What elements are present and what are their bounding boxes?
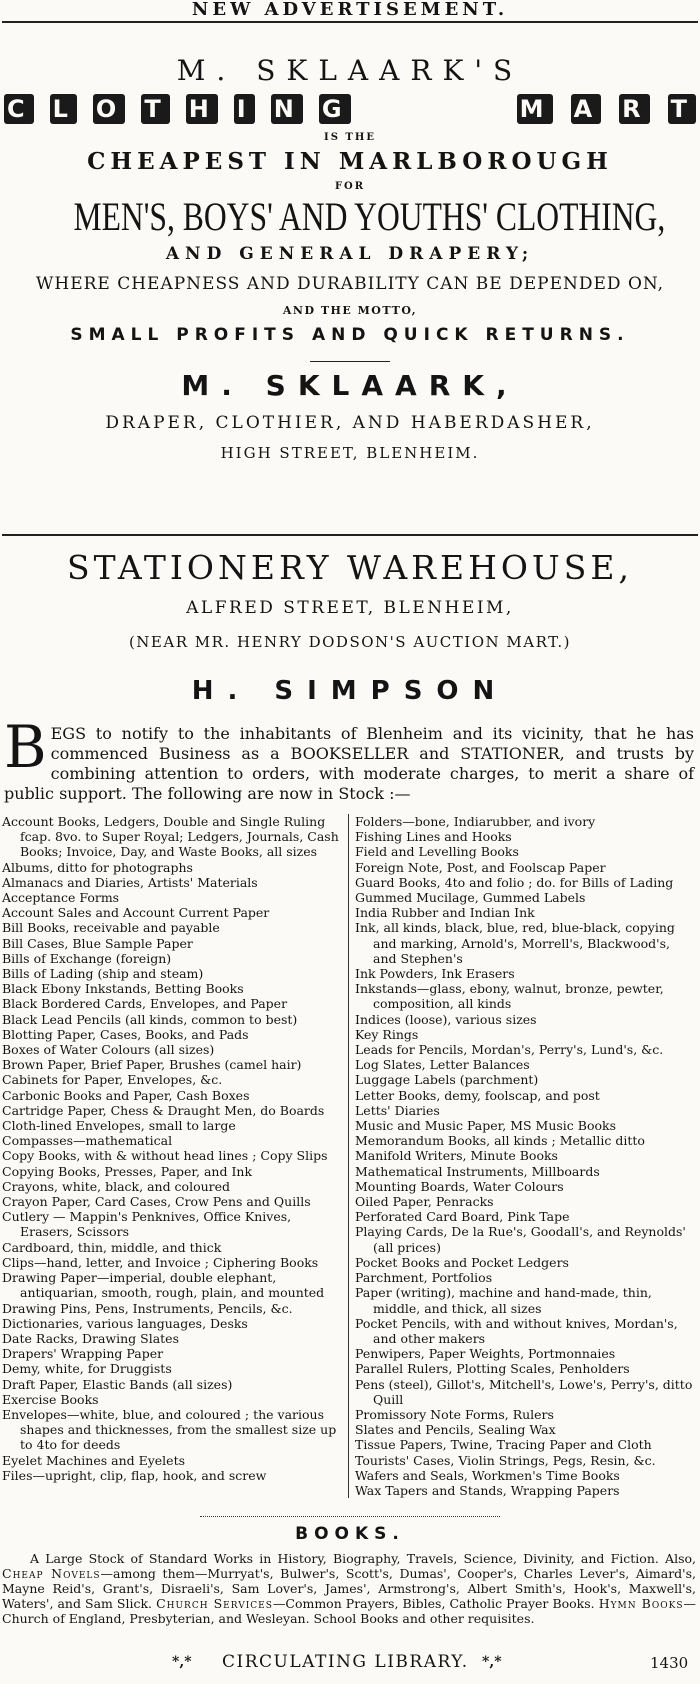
- books-text-a: A Large Stock of Standard Works in History, Biography, Travels, Science, Divinity, and Fiction. Also,: [30, 1551, 696, 1566]
- stock-item: Bill Cases, Blue Sample Paper: [2, 935, 193, 951]
- stock-item: Slates and Pencils, Sealing Wax: [355, 1422, 556, 1438]
- stock-item: Fishing Lines and Hooks: [355, 829, 512, 845]
- stock-item: Blotting Paper, Cases, Books, and Pads: [2, 1026, 249, 1042]
- stock-item: Letter Books, demy, foolscap, and post: [355, 1087, 600, 1103]
- stock-item: Perforated Card Board, Pink Tape: [355, 1209, 570, 1225]
- stock-item: Carbonic Books and Paper, Cash Boxes: [2, 1087, 250, 1103]
- stock-item: Tissue Papers, Twine, Tracing Paper and Cloth: [355, 1437, 652, 1453]
- books-title: BOOKS.: [295, 1524, 405, 1544]
- books-text: [2, 1551, 696, 1626]
- motto-label: AND THE MOTTO,: [282, 304, 418, 317]
- stationery-intro: [4, 713, 694, 804]
- stock-item: Copy Books, with & without head lines ; Copy Slips: [2, 1148, 328, 1164]
- is-the-label: IS THE: [324, 132, 376, 143]
- banner-letter: T: [668, 94, 696, 124]
- stock-item: Demy, white, for Druggists: [2, 1361, 172, 1377]
- stock-list: [2, 814, 696, 1498]
- stock-item: Bills of Lading (ship and steam): [2, 966, 204, 982]
- stock-item: Leads for Pencils, Mordan's, Perry's, Lund's, &c.: [355, 1042, 664, 1058]
- stock-item: Crayon Paper, Card Cases, Crow Pens and Quills: [2, 1194, 311, 1210]
- sklaark-ad: [0, 22, 700, 466]
- mart-word-clothing: [4, 94, 351, 124]
- cheapness-line: WHERE CHEAPNESS AND DURABILITY CAN BE DEPENDED ON,: [35, 274, 665, 294]
- stock-item: Music and Music Paper, MS Music Books: [355, 1118, 616, 1134]
- stationer-name: H. SIMPSON: [191, 676, 509, 706]
- stock-item: Pocket Pencils, with and without knives, Mordan's, and other makers: [355, 1315, 678, 1346]
- banner-letter: O: [93, 94, 125, 124]
- stock-item: Account Sales and Account Current Paper: [2, 905, 270, 921]
- cheapest-heading: CHEAPEST IN MARLBOROUGH: [87, 148, 613, 175]
- stock-item: Albums, ditto for photographs: [2, 859, 193, 875]
- stock-item: Playing Cards, De la Rue's, Goodall's, and Reynolds' (all prices): [355, 1224, 686, 1255]
- banner-letter: L: [50, 94, 77, 124]
- stock-item: Eyelet Machines and Eyelets: [2, 1452, 186, 1468]
- stock-list-left: [2, 814, 349, 1498]
- stars-right: *,*: [482, 1654, 502, 1670]
- stock-item: Memorandum Books, all kinds ; Metallic ditto: [355, 1133, 645, 1149]
- stock-item: Clips—hand, letter, and Invoice ; Ciphering Books: [2, 1254, 319, 1270]
- stock-item: Gummed Mucilage, Gummed Labels: [355, 890, 586, 906]
- stock-item: Almanacs and Diaries, Artists' Materials: [2, 874, 258, 890]
- ad-number: 1430: [650, 1654, 689, 1672]
- stock-item: Ink Powders, Ink Erasers: [355, 966, 515, 982]
- stock-item: Cloth-lined Envelopes, small to large: [2, 1118, 236, 1134]
- page-header: NEW ADVERTISEMENT.: [191, 0, 509, 20]
- stock-item: Dictionaries, various languages, Desks: [2, 1315, 248, 1331]
- stock-item: Account Books, Ledgers, Double and Single Ruling fcap. 8vo. to Super Royal; Ledgers, Journals, Cash Books; Invoice, Day, and Waste Books, all sizes: [2, 814, 339, 860]
- stock-item: Bills of Exchange (foreign): [2, 950, 172, 966]
- stock-item: Boxes of Water Colours (all sizes): [2, 1042, 215, 1058]
- hymn-books: Hymn Books: [598, 1596, 684, 1611]
- banner-letter: H: [186, 94, 218, 124]
- proprietor-name: M. SKLAARK,: [181, 369, 519, 402]
- stationery-title: STATIONERY WAREHOUSE,: [67, 548, 633, 587]
- stock-item: Drawing Pins, Pens, Instruments, Pencils, &c.: [2, 1300, 293, 1316]
- stock-item: Oiled Paper, Penracks: [355, 1194, 494, 1210]
- banner-letter: M: [517, 94, 553, 124]
- stock-item: Cardboard, thin, middle, and thick: [2, 1239, 222, 1255]
- small-profits-motto: SMALL PROFITS AND QUICK RETURNS.: [70, 325, 630, 345]
- stock-item: Letts' Diaries: [355, 1102, 440, 1118]
- church-services: Church Services: [156, 1596, 273, 1611]
- stock-item: Manifold Writers, Minute Books: [355, 1148, 558, 1164]
- stock-item: Files—upright, clip, flap, hook, and screw: [2, 1467, 267, 1483]
- stock-item: Draft Paper, Elastic Bands (all sizes): [2, 1376, 233, 1392]
- section-rule: [2, 534, 698, 536]
- for-label: FOR: [334, 181, 366, 192]
- stock-item: Copying Books, Presses, Paper, and Ink: [2, 1163, 253, 1179]
- stock-item: Cartridge Paper, Chess & Draught Men, do Boards: [2, 1102, 325, 1118]
- stock-item: Tourists' Cases, Violin Strings, Pegs, Resin, &c.: [355, 1452, 656, 1468]
- stock-item: India Rubber and Indian Ink: [355, 905, 535, 921]
- books-text-c: —Common Prayers, Bibles, Catholic Prayer Books.: [272, 1596, 599, 1611]
- stock-item: Pocket Books and Pocket Ledgers: [355, 1254, 569, 1270]
- banner-letter: T: [141, 94, 169, 124]
- stock-item: Brown Paper, Brief Paper, Brushes (camel hair): [2, 1057, 302, 1073]
- stock-item: Mounting Boards, Water Colours: [355, 1178, 564, 1194]
- stock-item: Guard Books, 4to and folio ; do. for Bills of Lading: [355, 874, 674, 890]
- stock-item: Envelopes—white, blue, and coloured ; the various shapes and thicknesses, from the smallest size up to 4to for deeds: [2, 1406, 337, 1453]
- stationery-near: (NEAR MR. HENRY DODSON'S AUCTION MART.): [128, 633, 572, 651]
- proprietor-trade: DRAPER, CLOTHIER, AND HABERDASHER,: [105, 413, 595, 433]
- stationery-ad: [0, 548, 700, 708]
- stock-item: Field and Levelling Books: [355, 844, 519, 860]
- stock-item: Black Bordered Cards, Envelopes, and Paper: [2, 996, 288, 1012]
- stock-item: Cabinets for Paper, Envelopes, &c.: [2, 1072, 223, 1088]
- banner-letter: G: [319, 94, 351, 124]
- stock-item: Acceptance Forms: [2, 890, 120, 906]
- banner-letter: I: [234, 94, 255, 124]
- stock-list-right: [349, 814, 696, 1498]
- banner-letter: N: [271, 94, 303, 124]
- stationery-street: ALFRED STREET, BLENHEIM,: [186, 598, 514, 618]
- banner-letter: C: [4, 94, 34, 124]
- stock-item: Black Lead Pencils (all kinds, common to best): [2, 1011, 298, 1027]
- stock-item: Log Slates, Letter Balances: [355, 1057, 530, 1073]
- stock-item: Wafers and Seals, Workmen's Time Books: [355, 1467, 620, 1483]
- stock-item: Bill Books, receivable and payable: [2, 920, 220, 936]
- stock-item: Penwipers, Paper Weights, Portmonnaies: [355, 1346, 616, 1362]
- cheap-novels: Cheap Novels: [2, 1566, 101, 1581]
- stock-item: Pens (steel), Gillot's, Mitchell's, Lowe's, Perry's, ditto Quill: [355, 1376, 693, 1407]
- stock-item: Paper (writing), machine and hand-made, thin, middle, and thick, all sizes: [355, 1285, 652, 1316]
- circulating-library: CIRCULATING LIBRARY.: [222, 1652, 469, 1672]
- stock-item: Folders—bone, Indiarubber, and ivory: [355, 814, 596, 829]
- mart-word-mart: [517, 94, 696, 124]
- stock-item: Drapers' Wrapping Paper: [2, 1346, 164, 1362]
- sklaark-name: M. SKLAARK'S: [176, 54, 524, 87]
- stock-item: Black Ebony Inkstands, Betting Books: [2, 981, 244, 997]
- books-text-d: —Church of England, Presbyterian, and Wesleyan. School Books and other requisites.: [2, 1596, 696, 1626]
- stock-item: Ink, all kinds, black, blue, red, blue-black, copying and marking, Arnold's, Morrell's, Blackwood's, and Stephen's: [355, 920, 675, 966]
- stock-item: Parchment, Portfolios: [355, 1270, 493, 1286]
- stock-item: Luggage Labels (parchment): [355, 1072, 539, 1088]
- banner-letter: R: [619, 94, 649, 124]
- general-drapery: AND GENERAL DRAPERY;: [165, 244, 535, 264]
- stock-item: Compasses—mathematical: [2, 1133, 173, 1149]
- clothing-mart-banner: [0, 94, 700, 124]
- stock-item: Promissory Note Forms, Rulers: [355, 1406, 554, 1422]
- stock-item: Exercise Books: [2, 1391, 99, 1407]
- books-rule: [200, 1516, 500, 1517]
- short-rule: [310, 361, 390, 362]
- stock-item: Drawing Paper—imperial, double elephant, antiquarian, smooth, rough, plain, and mounted: [2, 1270, 325, 1301]
- stock-item: Foreign Note, Post, and Foolscap Paper: [355, 859, 606, 875]
- stock-item: Crayons, white, black, and coloured: [2, 1178, 231, 1194]
- stock-item: Inkstands—glass, ebony, walnut, bronze, pewter, composition, all kinds: [355, 981, 664, 1012]
- mens-clothing-heading: MEN'S, BOYS' AND YOUTHS' CLOTHING,: [73, 194, 666, 239]
- stock-item: Key Rings: [355, 1026, 419, 1042]
- stock-item: Wax Tapers and Stands, Wrapping Papers: [355, 1482, 620, 1498]
- stock-item: Indices (loose), various sizes: [355, 1011, 537, 1027]
- stock-item: Cutlery — Mappin's Penknives, Office Knives, Erasers, Scissors: [2, 1209, 292, 1240]
- stock-item: Mathematical Instruments, Millboards: [355, 1163, 600, 1179]
- books-text-b: —among them—Murryat's, Bulwer's, Scott's, Dumas', Cooper's, Charles Lever's, Aimard's, Mayne Reid's, Grant's, Disraeli's, Sam Lover's, James', Armstrong's, Albert Smith's, Hook's, Maxwell's, Waters', and Sam Slick.: [2, 1566, 696, 1611]
- stock-item: Parallel Rulers, Plotting Scales, Penholders: [355, 1361, 630, 1377]
- stock-item: Date Racks, Drawing Slates: [2, 1330, 179, 1346]
- drop-cap: B: [4, 713, 47, 781]
- proprietor-address: HIGH STREET, BLENHEIM.: [220, 444, 480, 462]
- footer: [0, 1652, 700, 1676]
- stars-left: *,*: [172, 1654, 192, 1670]
- intro-text: EGS to notify to the inhabitants of Blenheim and its vicinity, that he has commenced Business as a BOOKSELLER and STATIONER, and trusts by combining attention to orders, with moderate charges, to merit a share of public support. The following are now in Stock :—: [4, 724, 694, 803]
- banner-letter: A: [571, 94, 602, 124]
